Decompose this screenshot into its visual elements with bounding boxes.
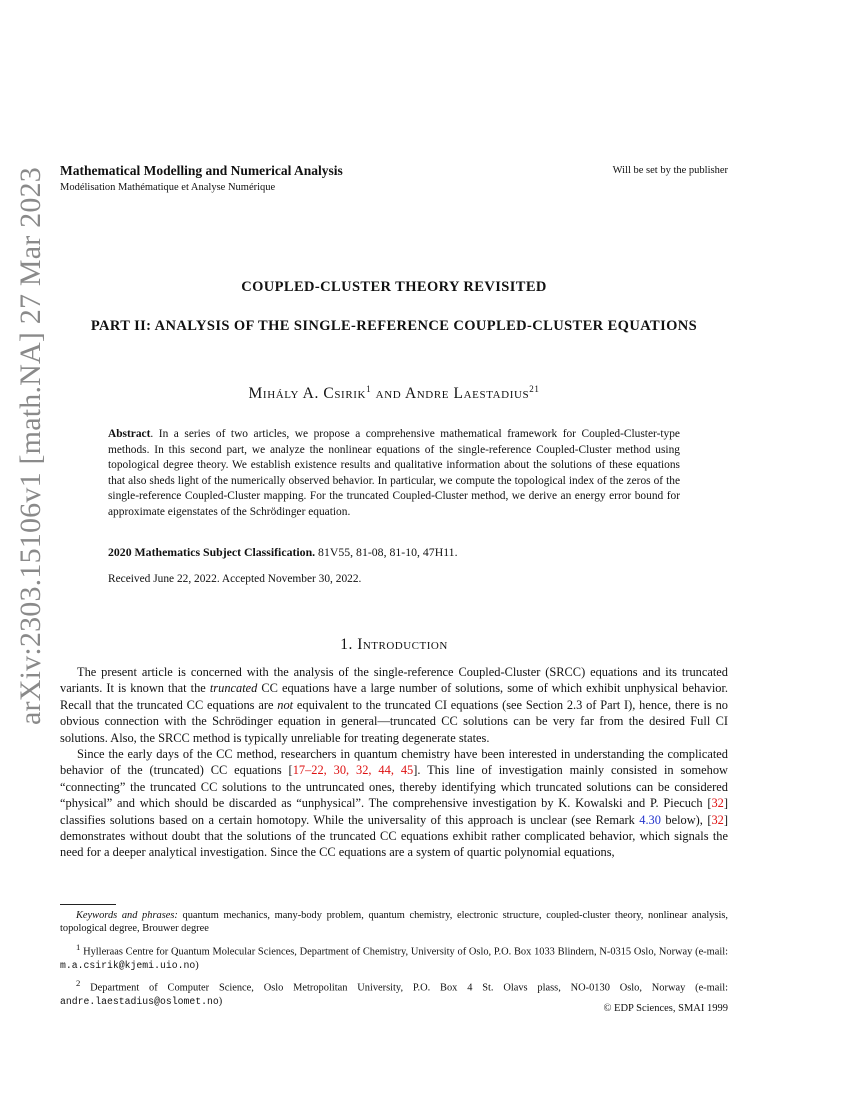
citation-link[interactable]: 17–22, 30, 32, 44, 45	[292, 763, 414, 778]
arxiv-sidebar	[8, 166, 54, 725]
author-affiliation-mark: 21	[529, 384, 540, 394]
abstract-text: . In a series of two articles, we propose a comprehensive mathematical framework for Coupled-Cluster-type methods. In this second part, we analyze the nonlinear equations of the single-reference Coupled-Cluster method using topological degree theory. We establish existence results and qualitative information about the solutions of these equations that also sheds light of the numerically observed behavior. In particular, we compute the topological index of the zeros of the single-reference Coupled-Cluster mapping. For the truncated Coupled-Cluster method, we derive an energy error bound for approximate eigenstates of the Schrödinger equation.	[108, 428, 680, 518]
citation-link[interactable]: 32	[711, 796, 724, 811]
emphasis: not	[277, 697, 294, 712]
affiliation-footnote: $^2$ Department of Computer Science, Oslo Metropolitan University, P.O. Box 4 St. Olavs plass, NO-0130 Oslo, Norway (e-mail: andre.laestadius@oslomet.no)	[60, 978, 728, 1007]
journal-subtitle: Modélisation Mathématique et Analyse Numérique	[60, 182, 276, 193]
keywords-footnote: Keywords and phrases: quantum mechanics, many-body problem, quantum chemistry, electronic structure, coupled-cluster theory, nonlinear analysis, topological degree, Brouwer degree	[60, 910, 729, 935]
arxiv-identifier: arXiv:2303.15106v1 [math.NA] 27 Mar 2023	[14, 166, 47, 725]
affiliation-footnote: $^1$ Hylleraas Centre for Quantum Molecular Sciences, Department of Chemistry, University of Oslo, P.O. Box 1033 Blindern, N-0315 Oslo, Norway (e-mail: m.a.csirik@kjemi.uio.no)	[60, 941, 728, 971]
received-dates: Received June 22, 2022. Accepted November 30, 2022.	[108, 573, 362, 585]
emphasis: truncated	[209, 681, 258, 696]
author-name: Andre Laestadius	[404, 385, 530, 403]
author-conjunction: and	[375, 385, 402, 403]
paper-subtitle: PART II: ANALYSIS OF THE SINGLE-REFERENCE COUPLED-CLUSTER EQUATIONS	[90, 318, 698, 334]
journal-header	[60, 163, 728, 193]
paragraph: Since the early days of the CC method, researchers in quantum chemistry have been interested in understanding the complicated behavior of the (truncated) CC equations [17–22, 30, 32, 44, 45]. This line of investigation mainly consisted in somehow “connecting” the truncated CC solutions to the untruncated ones, thereby identifying which truncated solutions can be considered “physical” and which should be discarded as “unphysical”. The comprehensive investigation by K. Kowalski and P. Piecuch [32] classifies solutions based on a certain homotopy. While the universality of this approach is unclear (see Remark 4.30 below), [32] demonstrates without doubt that the solutions of the truncated CC equations exhibit rather complicated behavior, which signals the need for a deeper analytical investigation. Since the CC equations are a system of quartic polynomial equations,	[60, 747, 728, 860]
msc-label: 2020 Mathematics Subject Classification.	[108, 545, 316, 559]
remark-link[interactable]: 4.30	[639, 812, 661, 827]
msc-codes: 81V55, 81-08, 81-10, 47H11.	[318, 545, 458, 559]
journal-title: Mathematical Modelling and Numerical Analysis	[60, 163, 343, 178]
paper-title: COUPLED-CLUSTER THEORY REVISITED	[241, 279, 547, 295]
msc-classification	[108, 545, 680, 560]
abstract-label: Abstract	[108, 428, 151, 440]
footnotes	[60, 909, 728, 1013]
publisher-note: Will be set by the publisher	[612, 165, 728, 176]
introduction-body	[60, 664, 728, 861]
email-link[interactable]: m.a.csirik@kjemi.uio.no	[60, 959, 196, 971]
paragraph: The present article is concerned with the analysis of the single-reference Coupled-Cluster (SRCC) equations and its truncated variants. It is known that the truncated CC equations have a large number of solutions, some of which exhibit unphysical behavior. Recall that the truncated CC equations are not equivalent to the truncated CI equations (see Section 2.3 of Part I), hence, there is no obvious connection with the Schrödinger equation in general—truncated CC solutions can be very far from the desired Full CI solutions. Also, the SRCC method is typically unreliable for treating degenerate states.	[60, 665, 729, 745]
abstract	[108, 427, 680, 521]
keywords-label: Keywords and phrases:	[76, 910, 178, 921]
email-link[interactable]: andre.laestadius@oslomet.no	[60, 995, 219, 1007]
citation-link[interactable]: 32	[711, 812, 724, 827]
author-name: Mihály A. Csirik	[248, 385, 367, 403]
author-list	[60, 384, 728, 403]
footnote-divider	[60, 904, 116, 905]
section-heading: 1. Introduction	[340, 636, 448, 653]
author-affiliation-mark: 1	[366, 384, 372, 394]
copyright-notice: © EDP Sciences, SMAI 1999	[603, 1003, 728, 1014]
